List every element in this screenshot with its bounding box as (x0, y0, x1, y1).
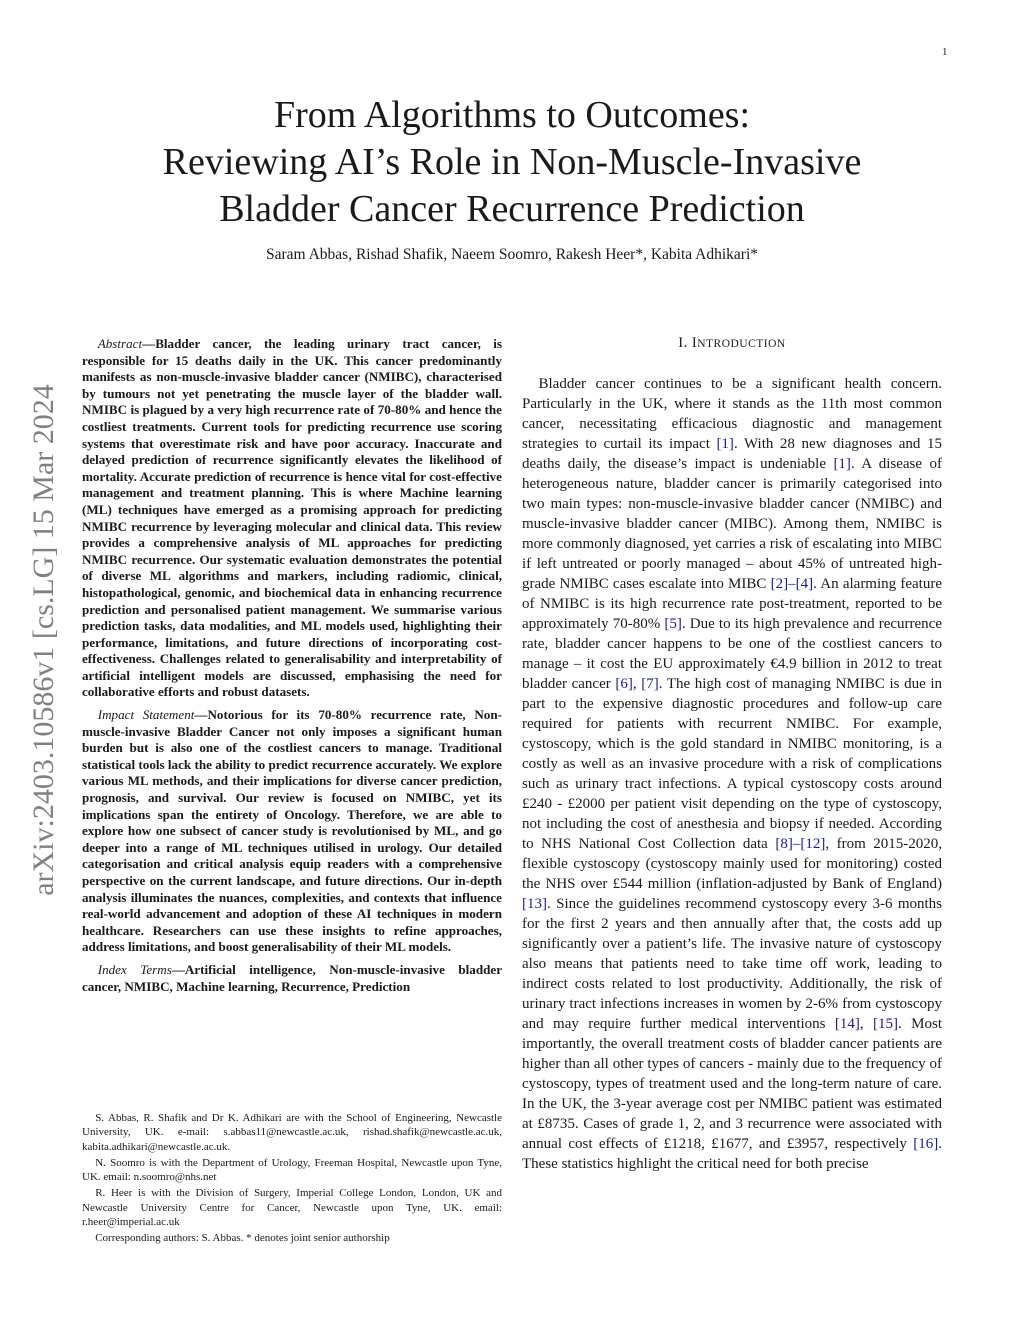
intro-text: . An alarming feature of NMIBC is its high recurrence rate post-treatment, reported to be approximately 70-80% (522, 576, 943, 632)
intro-text: Bladder cancer continues to be a significant health concern. Particularly in the UK, where it stands as the 11th most common cancer, necessitating efficacious diagnostic and management strategies to curtail its impact (522, 376, 942, 452)
author-footnotes (82, 1111, 502, 1246)
intro-text: . Most importantly, the overall treatment costs of bladder cancer patients are higher than all other types of cancers - mainly due to the frequency of cystoscopy, types of treatment used and the long-term nature of care. In the UK, the 3-year average cost per NMIBC patient was estimated at £8735. Cases of grade 1, 2, and 3 recurrence were associated with annual cost effects of £1218, £1677, and £3957, respectively (522, 1016, 943, 1152)
abstract-label: Abstract (97, 336, 143, 351)
citation-link[interactable]: [2]–[4] (770, 576, 814, 592)
abstract (82, 336, 502, 701)
paper-title (80, 92, 944, 233)
citation-link[interactable]: [6] (615, 676, 633, 692)
footnote: S. Abbas, R. Shafik and Dr K. Adhikari are with the School of Engineering, Newcastle University, UK. e-mail: s.abbas11@newcastle.ac.uk, rishad.shafik@newcastle.ac.uk, kabita.adhikari@newcastle.ac.uk. (82, 1112, 502, 1153)
citation-link[interactable]: [1] (833, 456, 851, 472)
section-numeral: I. (678, 335, 692, 351)
citation-link[interactable]: [13] (522, 896, 547, 912)
citation-link[interactable]: [1] (716, 436, 734, 452)
index-terms (82, 962, 502, 995)
title-line: Bladder Cancer Recurrence Prediction (219, 188, 805, 230)
section-heading-introduction (522, 335, 942, 352)
intro-text: , (859, 1016, 874, 1032)
footnote: R. Heer is with the Division of Surgery, Imperial College London, London, UK and Newcastle University Centre for Cancer, Newcastle upon Tyne, UK. email: r.heer@imperial.ac.uk (82, 1187, 502, 1229)
citation-link[interactable]: [5] (664, 616, 682, 632)
intro-text: . Since the guidelines recommend cystoscopy every 3-6 months for the first 2 years and then annually after that, the costs add up significantly over a patient’s life. The invasive nature of cystoscopy also means that patients need to take time off work, leading to indirect costs related to lost productivity. Additionally, the risk of urinary tract infections increases in women by 2-6% from cystoscopy and may require further medical interventions (522, 896, 942, 1032)
index-terms-text: —Artificial intelligence, Non-muscle-invasive bladder cancer, NMIBC, Machine learning, Recurrence, Prediction (82, 961, 503, 994)
intro-text: . These statistics highlight the critical need for both precise (522, 1136, 942, 1172)
intro-text: . The high cost of managing NMIBC is due in part to the expensive diagnostic procedures and follow-up care required for patients with recurrent NMIBC. For example, cystoscopy, which is the gold standard in NMIBC monitoring, is a costly as well as an invasive procedure with a risk of complications such as urinary tract infections. A typical cystoscopy costs around £240 - £2000 per patient visit depending on the type of cystoscopy, not including the cost of anesthesia and biopsy if needed. According to NHS National Cost Collection data (522, 676, 943, 852)
abstract-text: —Bladder cancer, the leading urinary tract cancer, is responsible for 15 deaths daily in the UK. This cancer predominantly manifests as non-muscle-invasive bladder cancer (NMIBC), characterised by tumours not yet penetrating the muscle layer of the bladder wall. NMIBC is plagued by a very high recurrence rate of 70-80% and hence the costliest treatments. Current tools for predicting recurrence use scoring systems that overestimate risk and have poor accuracy. Inaccurate and delayed prediction of recurrence significantly elevates the likelihood of mortality. Accurate prediction of recurrence is hence vital for cost-effective management and treatment planning. This is where Machine learning (ML) techniques have emerged as a promising approach for predicting NMIBC recurrence by leveraging molecular and clinical data. This review provides a comprehensive analysis of ML approaches for predicting NMIBC recurrence. Our systematic evaluation demonstrates the potential of diverse ML algorithms and markers, including radiomic, clinical, histopathological, genomic, and biochemical data in enhancing recurrence prediction and personalised patient management. We summarise various prediction tasks, data modalities, and ML models used, highlighting their performance, limitations, and future directions of incorporating cost-effectiveness. Challenges related to generalisability and interpretability of artificial intelligent models are discussed, emphasising the need for collaborative efforts and robust datasets. (82, 336, 502, 700)
footnote: N. Soomro is with the Department of Urology, Freeman Hospital, Newcastle upon Tyne, UK. email: n.soomro@nhs.net (82, 1156, 502, 1184)
index-terms-label: Index Terms (97, 961, 172, 977)
intro-text: , (632, 676, 642, 692)
citation-link[interactable]: [14] (834, 1016, 860, 1032)
arxiv-identifier[interactable]: arXiv:2403.10586v1 [cs.LG] 15 Mar 2024 (27, 384, 60, 896)
citation-link[interactable]: [7] (641, 676, 659, 692)
section-title-initial: I (691, 335, 698, 351)
page-number: 1 (942, 46, 948, 58)
footnote: Corresponding authors: S. Abbas. * denotes joint senior authorship (95, 1232, 390, 1245)
introduction-body (522, 374, 942, 1174)
impact-statement-label: Impact Statement (97, 707, 195, 723)
impact-statement-text: —Notorious for its 70-80% recurrence rate, Non-muscle-invasive Bladder Cancer not only imposes a significant human burden but is also one of the costliest cancers to manage. Traditional statistical tools lack the ability to predict recurrence accurately. We explore various ML methods, and their implications for diverse cancer prediction, prognosis, and survival. Our review is focused on NMIBC, yet its implications span the entirety of Oncology. Therefore, we are able to explore how one subsect of cancer study is revolutionised by ML, and go deeper into a range of ML techniques utilised in urology. Our detailed categorisation and critical analysis equip readers with a comprehensive perspective on the current landscape, and future directions. Our in-depth analysis illuminates the nuances, complexities, and contexts that influence real-world advancement and adoption of these AI techniques in modern healthcare. Researchers can use these insights to refine approaches, address limitations, and boost generalisability of their ML models. (82, 707, 502, 955)
intro-text: . Due to its high prevalence and recurrence rate, bladder cancer happens to be one of the costliest cancers to manage – it cost the EU approximately €4.9 billion in 2012 to treat bladder cancer (522, 616, 942, 692)
citation-link[interactable]: [8]–[12] (775, 836, 826, 852)
author-list: Saram Abbas, Rishad Shafik, Naeem Soomro, Rakesh Heer*, Kabita Adhikari* (265, 246, 759, 263)
citation-link[interactable]: [16] (913, 1136, 939, 1152)
section-title-rest: NTRODUCTION (697, 338, 786, 350)
abstract-column (82, 336, 502, 995)
intro-text: . A disease of heterogeneous nature, bladder cancer is primarily categorised into two main types: non-muscle-invasive bladder cancer (NMIBC) and muscle-invasive bladder cancer (MIBC). Among them, NMIBC is more commonly diagnosed, yet carries a risk of escalating into MIBC if left untreated or poorly managed – about 45% of untreated high-grade NMIBC cases escalate into MIBC (522, 456, 942, 592)
citation-link[interactable]: [15] (873, 1016, 899, 1032)
introduction-paragraph (522, 374, 942, 1174)
intro-text: , from 2015-2020, flexible cystoscopy (cystoscopy mainly used for monitoring) costed the NHS over £544 million (inflation-adjusted by Bank of England) (522, 836, 942, 892)
title-line: Reviewing AI’s Role in Non-Muscle-Invasive (162, 141, 862, 183)
impact-statement (82, 707, 502, 956)
title-line: From Algorithms to Outcomes: (273, 94, 751, 136)
intro-text: . With 28 new diagnoses and 15 deaths daily, the disease’s impact is undeniable (522, 436, 942, 472)
